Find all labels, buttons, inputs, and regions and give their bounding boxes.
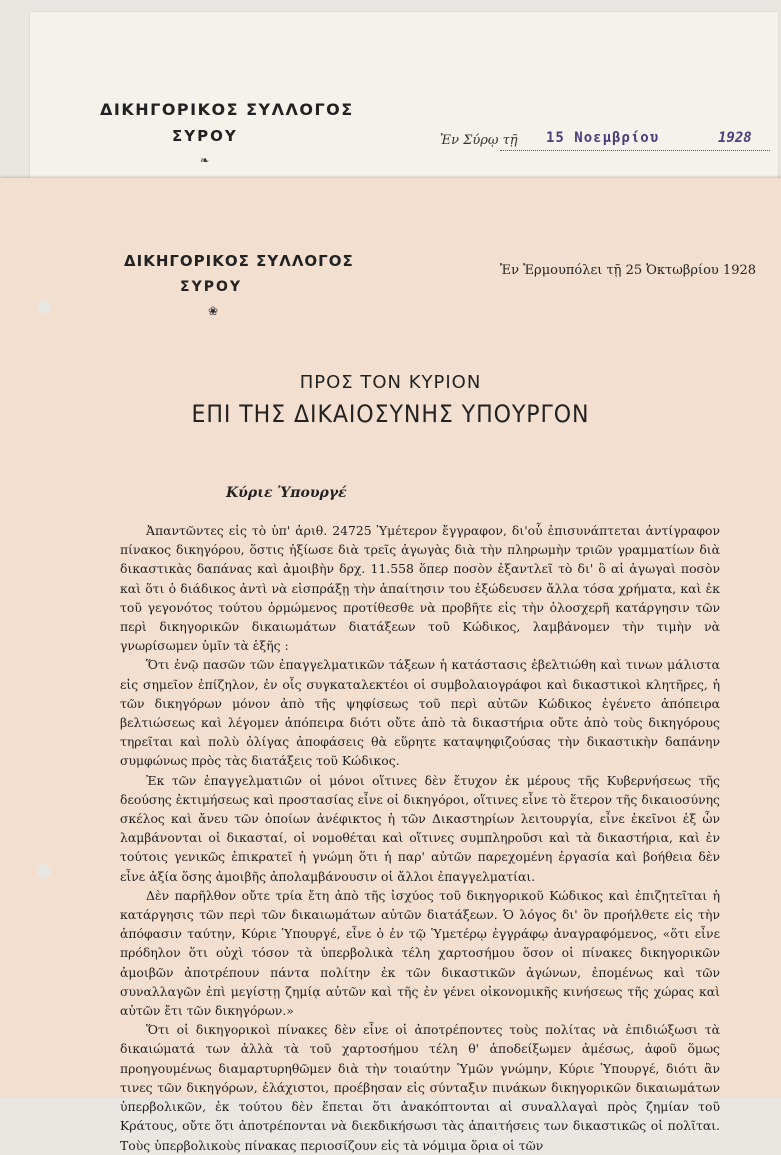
paragraph: Ἀπαντῶντες εἰς τὸ ὑπ' ἀριθ. 24725 Ὑμέτερον ἔγγραφον, δι'οὗ ἐπισυνάπτεται ἀντίγραφον πίνακος δικηγόρου, ὅστις ἠξίωσε διὰ τρεῖς ἀγωγὰς διὰ τὴν πληρωμὴν τριῶν γραμματίων διὰ δικαστικὰς δαπάνας καὶ ἀμοιβὴν δρχ. 11.558 ὅπερ ποσὸν ἐξαντλεῖ τὸ δι' ὃ αἱ ἀγωγαὶ ποσὸν καὶ ὅτι ὁ διάδικος ἀντὶ νὰ εἰσπράξῃ τὴν ἀπαίτησιν του ἐξώδευσεν ἄλλα τόσα χρήματα, καὶ ἐκ τοῦ γεγονότος τούτου ὁρμώμενος προτίθεσθε νὰ προβῆτε εἰς τὴν ὁλοσχερῆ κατάργησιν τῶν περὶ δικηγορικῶν δικαιωμάτων διατάξεων τοῦ Κώδικος, λαμβάνομεν τὴν τιμὴν νὰ γνωρίσωμεν ὑμῖν τὰ ἑξῆς : xyxy=(120,523,720,654)
paragraph: Ὅτι οἱ δικηγορικοὶ πίνακες δὲν εἶνε οἱ ἀποτρέποντες τοὺς πολίτας νὰ ἐπιδιώξωσι τὰ δικαιώματά των ἀλλὰ τὰ τοῦ χαρτοσήμου τέλη θ' ἀποδείξωμεν ἀμέσως, ἀφοῦ ὅμως προηγουμένως διαμαρτυρηθῶμεν διὰ τὴν τοιαύτην Ὑμῶν γνώμην, Κύριε Ὑπουργέ, διότι ἂν τινες τῶν δικηγόρων, ἐλάχιστοι, προέβησαν εἰς σύνταξιν πινάκων δικηγορικῶν δικαιωμάτων ὑπερβολικῶν, ἐκ τούτου δὲν ἕπεται ὅτι ἀνακόπτονται αἱ συναλλαγαὶ πρὸς ζημίαν τοῦ Κράτους, οὔτε ὅτι ἀποτρέπονται νὰ διεκδικήσωσι τὰς ἀπαιτήσεις των δικαστικῶς οἱ πολῖται. Τοὺς ὑπερβολικοὺς πίνακας περιοσίζουν εἰς τὰ νόμιμα ὅρια οἱ τῶν xyxy=(120,1022,720,1153)
front-letter-sheet xyxy=(0,178,781,1153)
address-line-2: ΕΠΙ ΤΗΣ ΔΙΚΑΙΟΣΥΝΗΣ ΥΠΟΥΡΓΟΝ xyxy=(191,400,590,428)
back-date-rule xyxy=(500,150,770,151)
paragraph: Δὲν παρῆλθον οὔτε τρία ἔτη ἀπὸ τῆς ἰσχύος τοῦ δικηγορικοῦ Κώδικος καὶ ἐπιζητεῖται ἡ κατάργησις τῶν περὶ τῶν δικαιωμάτων αὐτῶν διατάξεων. Ὁ λόγος δι' ὃν προήλθετε εἰς τὴν ἀπόφασιν ταύτην, Κύριε Ὑπουργέ, εἶνε ὁ ἐν τῷ Ὑμετέρῳ ἐγγράφῳ ἀναγραφόμενος, «ὅτι εἶνε πρόδηλον ὅτι οὐχὶ τόσον τὰ ὑπερβολικὰ τέλη χαρτοσήμου ὅσον οἱ πίνακες δικηγορικῶν ἀμοιβῶν ἀποτρέπουν πάντα πολίτην ἐκ τῶν δικαστικῶν ἀγώνων, ἐπομένως καὶ τῶν συναλλαγῶν ἐπὶ μεγίστῃ ζημίᾳ αὐτῶν καὶ τῆς ἐν γένει οἰκονομικῆς κινήσεως τῆς χώρας καὶ αὐτῶν ἔτι τῶν δικηγόρων.» xyxy=(120,887,720,1019)
punch-hole-bottom xyxy=(37,864,51,878)
front-ornament-icon: ❀ xyxy=(208,304,219,318)
address-line-1: ΠΡΟΣ ΤΟΝ ΚΥΡΙΟΝ xyxy=(299,372,482,393)
back-letterhead-title: ΔΙΚΗΓΟΡΙΚΟΣ ΣΥΛΛΟΓΟΣ xyxy=(100,100,354,119)
letter-body xyxy=(120,521,720,1155)
back-place-prefix: Ἐν Σύρῳ τῇ xyxy=(440,133,518,148)
back-ornament-icon: ❧ xyxy=(200,154,210,167)
front-dateline: Ἐν Ἑρμουπόλει τῇ 25 Ὀκτωβρίου 1928 xyxy=(500,263,757,278)
salutation: Κύριε Ὑπουργέ xyxy=(226,485,347,501)
punch-hole-top xyxy=(37,300,51,314)
paragraph: Ὅτι ἐνῷ πασῶν τῶν ἐπαγγελματικῶν τάξεων ἡ κατάστασις ἐβελτιώθη καὶ τινων μάλιστα εἰς σημεῖον ἐπίζηλον, ἐν οἷς συγκαταλεκτέοι οἱ συμβολαιογράφοι καὶ δικαστικοὶ κλητῆρες, ἡ τῶν δικηγόρων μόνον ἀπὸ τῆς ψηφίσεως τοῦ περὶ αὐτῶν Κώδικος ἐγένετο ἀπόπειρα βελτιώσεως καὶ λέγομεν ἀπόπειρα διότι οὔτε ἀπὸ τὰ δικαστήρια οὔτε ἀπὸ τοὺς δικηγόρους τηρεῖται καὶ πολὺ ὀλίγας ἀποφάσεις θὰ εὕρητε καταψηφιζούσας τὴν δικαστικὴν δαπάνην συμφώνως πρὸς τὰς διατάξεις τοῦ Κώδικος. xyxy=(120,657,720,769)
paragraph: Ἐκ τῶν ἐπαγγελματιῶν οἱ μόνοι οἵτινες δὲν ἔτυχον ἐκ μέρους τῆς Κυβερνήσεως τῆς δεούσης ἐκτιμήσεως καὶ προστασίας εἶνε οἱ δικηγόροι, οἵτινες εἶνε τὸ ἕτερον τῆς δικαιοσύνης σκέλος καὶ ἄνευ τῶν ὁποίων ἀνέφικτος ἡ τῶν Δικαστηρίων λειτουργία, εἶνε ἐκεῖνοι ἐξ ὧν λαμβάνονται οἱ δικασταί, οἱ νομοθέται καὶ οἵτινες συμπληροῦσι καὶ τὰ δικαστήρια, καὶ ἐν τούτοις γενικῶς ἐπικρατεῖ ἡ γνώμη ὅτι ἡ παρ' αὐτῶν παρεχομένη ἐργασία καὶ βοήθεια δὲν εἶνε ἀξία ὅσης ἀμοιβῆς ἀπολαμβάνουσιν οἱ ἄλλοι ἐπαγγελματίαι. xyxy=(120,772,720,884)
back-date-stamp: 15 Νοεμβρίου xyxy=(546,130,660,146)
front-letterhead-title: ΔΙΚΗΓΟΡΙΚΟΣ ΣΥΛΛΟΓΟΣ xyxy=(124,252,354,270)
front-letterhead-subtitle: ΣΥΡΟΥ xyxy=(180,279,243,295)
back-letterhead-subtitle: ΣΥΡΟΥ xyxy=(172,127,238,145)
back-year-stamp: 1928 xyxy=(718,130,752,146)
